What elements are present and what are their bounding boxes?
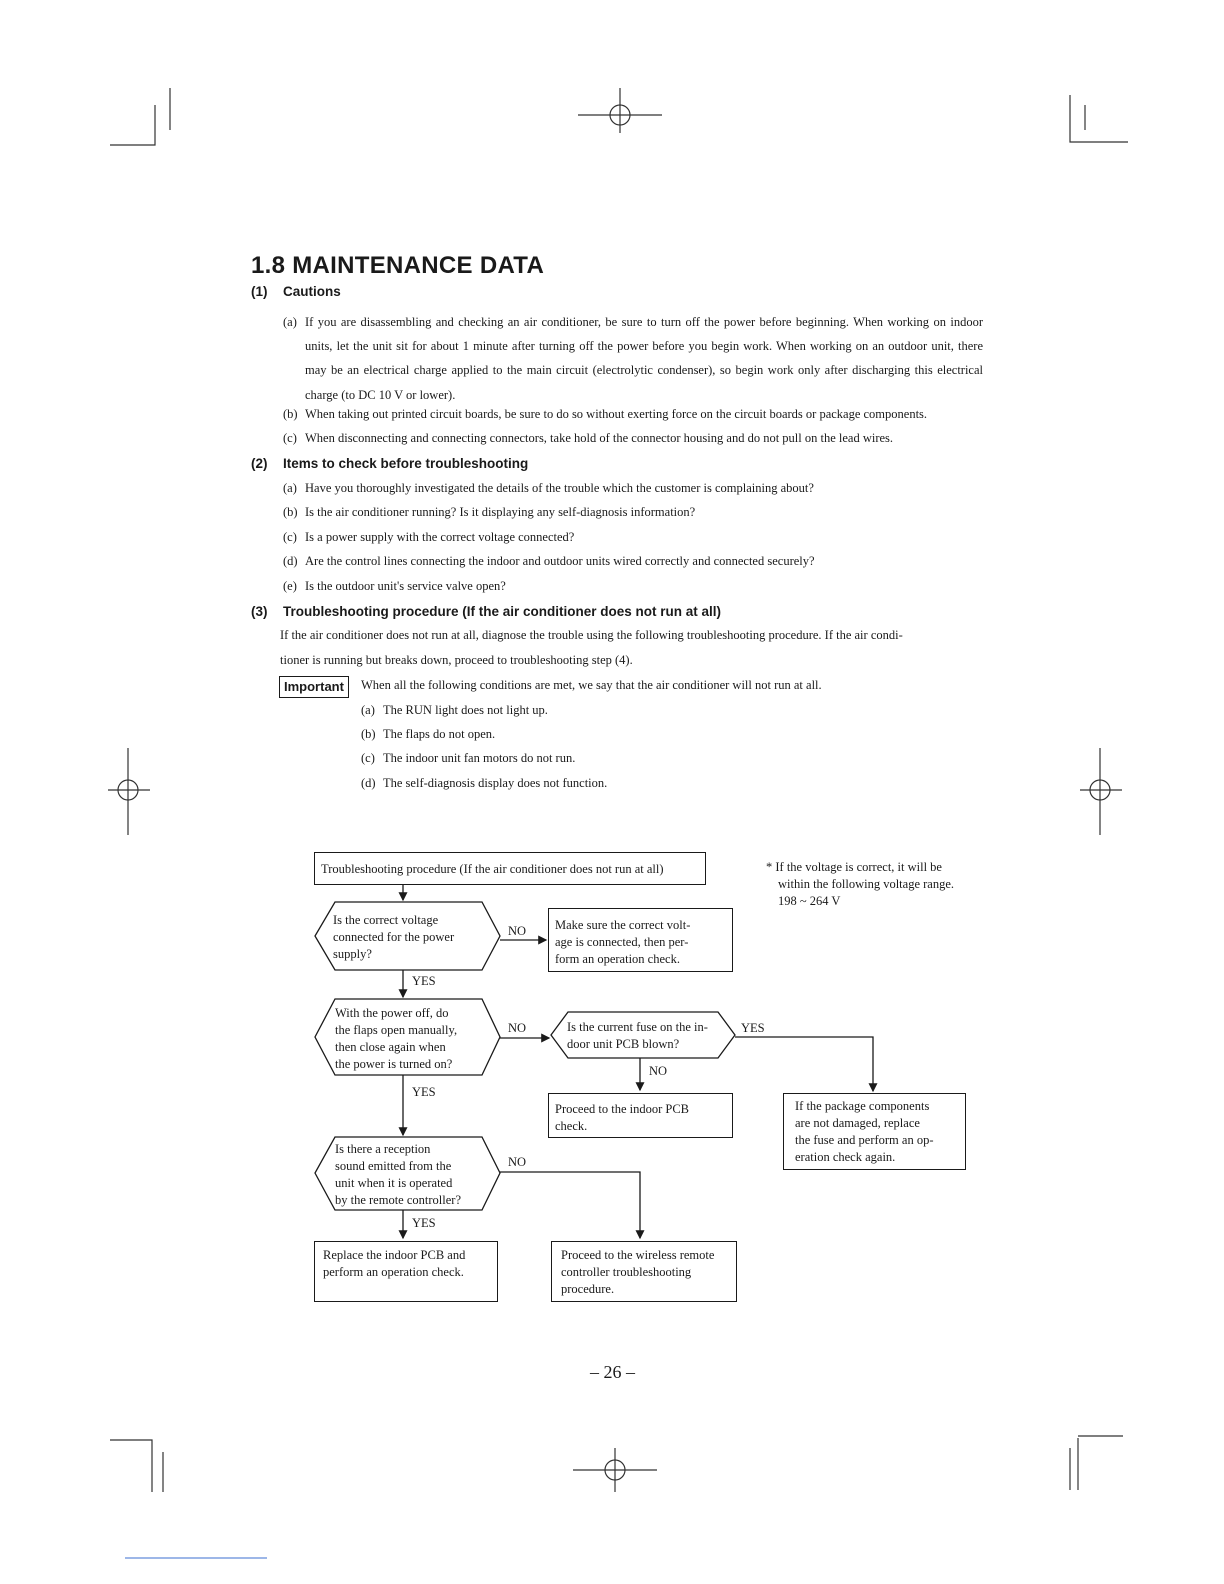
action-line: Proceed to the indoor PCB <box>555 1102 690 1116</box>
question-line: connected for the power <box>333 930 455 944</box>
item-text: The flaps do not open. <box>383 727 496 741</box>
question-line: sound emitted from the <box>335 1159 452 1173</box>
question-line: by the remote controller? <box>335 1193 461 1207</box>
branch-yes-label: YES <box>741 1021 765 1035</box>
action-line: are not damaged, replace <box>795 1116 920 1130</box>
item-text: The self-diagnosis display does not function. <box>383 776 608 790</box>
question-line: door unit PCB blown? <box>567 1037 680 1051</box>
branch-yes-label: YES <box>412 974 436 988</box>
action-line: Replace the indoor PCB and <box>323 1248 466 1262</box>
item-label: (c) <box>283 431 297 445</box>
voltage-range: 198 ~ 264 V <box>778 894 841 908</box>
question-reception <box>335 1141 495 1209</box>
section-number: (3) <box>251 604 268 619</box>
action-line: age is connected, then per- <box>555 935 689 949</box>
action-line: controller troubleshooting <box>561 1265 692 1279</box>
question-line: Is there a reception <box>335 1142 431 1156</box>
voltage-note-line: * If the voltage is correct, it will be <box>766 860 942 874</box>
important-label: Important <box>279 676 349 698</box>
item-text: When disconnecting and connecting connectors, take hold of the connector housing and do not pull on the lead wires. <box>305 431 894 445</box>
branch-no-label: NO <box>508 1021 527 1035</box>
item-label: (a) <box>283 481 297 495</box>
action-remote-troubleshooting <box>551 1241 737 1302</box>
item-text: The indoor unit fan motors do not run. <box>383 751 576 765</box>
item-label: (c) <box>361 751 375 765</box>
item-text: Is the outdoor unit's service valve open? <box>305 579 506 593</box>
question-line: With the power off, do <box>335 1006 449 1020</box>
question-voltage <box>333 912 493 963</box>
item-text: Have you thoroughly investigated the details of the trouble which the customer is complaining about? <box>305 481 814 495</box>
item-label: (c) <box>283 530 297 544</box>
action-line: check. <box>555 1119 588 1133</box>
item-text: If you are disassembling and checking an air conditioner, be sure to turn off the power before beginning. When working on indoor units, let the unit sit for about 1 minute after turning off the power before you begin work. When working on an outdoor unit, there may be an electrical charge applied to the main circuit (electrolytic condenser), so begin work only after discharging this electrical charge (to DC 10 V or lower). <box>305 315 983 402</box>
action-indoor-pcb-check <box>548 1093 733 1138</box>
action-line: the fuse and perform an op- <box>795 1133 934 1147</box>
item-label: (b) <box>361 727 376 741</box>
voltage-note-line: within the following voltage range. <box>778 877 955 891</box>
section-heading-text: Cautions <box>283 284 341 299</box>
procedure-intro-line-2: tioner is running but breaks down, proceed to troubleshooting step (4). <box>280 653 633 667</box>
item-text: Are the control lines connecting the indoor and outdoor units wired correctly and connected securely? <box>305 554 815 568</box>
item-label: (b) <box>283 407 298 421</box>
question-line: then close again when <box>335 1040 446 1054</box>
action-check-voltage <box>548 908 733 972</box>
question-line: the flaps open manually, <box>335 1023 458 1037</box>
section-heading-text: Troubleshooting procedure (If the air conditioner does not run at all) <box>283 604 722 619</box>
section-number: (2) <box>251 456 268 471</box>
question-line: unit when it is operated <box>335 1176 453 1190</box>
action-replace-fuse <box>783 1093 966 1170</box>
question-line: supply? <box>333 947 372 961</box>
question-flaps <box>335 1005 495 1073</box>
page-title: 1.8 MAINTENANCE DATA <box>251 252 545 279</box>
item-label: (b) <box>283 505 298 519</box>
action-line: procedure. <box>561 1282 615 1296</box>
item-label: (d) <box>283 554 298 568</box>
section-heading-text: Items to check before troubleshooting <box>283 456 529 471</box>
item-text: The RUN light does not light up. <box>383 703 548 717</box>
action-line: eration check again. <box>795 1150 896 1164</box>
branch-yes-label: YES <box>412 1085 436 1099</box>
action-line: form an operation check. <box>555 952 680 966</box>
action-line: perform an operation check. <box>323 1265 464 1279</box>
branch-yes-label: YES <box>412 1216 436 1230</box>
action-line: Proceed to the wireless remote <box>561 1248 715 1262</box>
branch-no-label: NO <box>508 1155 527 1169</box>
section-number: (1) <box>251 284 268 299</box>
action-line: If the package components <box>795 1099 930 1113</box>
voltage-note <box>766 859 986 910</box>
question-line: Is the current fuse on the in- <box>567 1020 708 1034</box>
important-text: When all the following conditions are met, we say that the air conditioner will not run at all. <box>361 678 822 692</box>
action-replace-indoor-pcb <box>314 1241 498 1302</box>
question-line: the power is turned on? <box>335 1057 453 1071</box>
item-text: Is the air conditioner running? Is it displaying any self-diagnosis information? <box>305 505 696 519</box>
item-text: When taking out printed circuit boards, be sure to do so without exerting force on the circuit boards or package components. <box>305 407 928 421</box>
item-label: (a) <box>283 315 297 329</box>
item-label: (e) <box>283 579 297 593</box>
page-number: – 26 – <box>590 1362 635 1382</box>
question-line: Is the correct voltage <box>333 913 439 927</box>
question-fuse <box>567 1019 742 1053</box>
item-label: (d) <box>361 776 376 790</box>
item-label: (a) <box>361 703 375 717</box>
action-line: Make sure the correct volt- <box>555 918 691 932</box>
flow-start-box: Troubleshooting procedure (If the air conditioner does not run at all) <box>314 852 706 885</box>
item-text: Is a power supply with the correct voltage connected? <box>305 530 575 544</box>
procedure-intro-line-1: If the air conditioner does not run at all, diagnose the trouble using the following troubleshooting procedure. If the air condi- <box>280 628 903 642</box>
branch-no-label: NO <box>649 1064 668 1078</box>
branch-no-label: NO <box>508 924 527 938</box>
